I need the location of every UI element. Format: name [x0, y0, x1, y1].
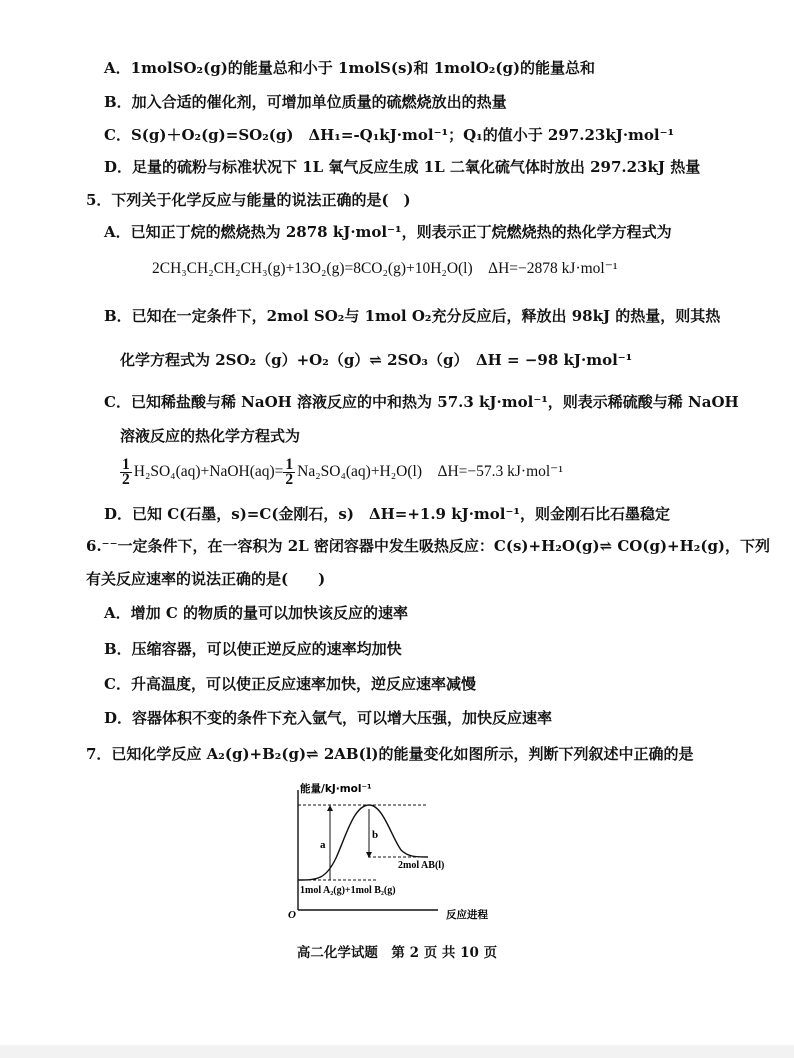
y-axis-label: 能量/kJ·mol⁻¹: [300, 783, 372, 795]
q6-stem-line2: 有关反应速率的说法正确的是( ): [86, 570, 326, 588]
fraction-half-2: $\frac{1}{2}$: [285, 455, 294, 488]
q5-stem: 5．下列关于化学反应与能量的说法正确的是( ): [86, 191, 411, 209]
eq-c-part2: Na₂SO₄(aq)+H₂O(l) ΔH=−57.3 kJ·mol⁻¹: [297, 463, 564, 480]
energy-diagram: [270, 776, 530, 926]
reactants-label: 1mol A₂(g)+1mol B₂(g): [300, 885, 396, 896]
scan-bottom-edge: [0, 1045, 794, 1058]
q5-option-c-line2: 溶液反应的热化学方程式为: [120, 427, 301, 445]
q4-option-b: B．加入合适的催化剂，可增加单位质量的硫燃烧放出的热量: [104, 93, 507, 111]
q6-option-d: D．容器体积不变的条件下充入氩气，可以增大压强，加快反应速率: [104, 709, 553, 727]
q6-option-c: C．升高温度，可以使正反应速率加快，逆反应速率减慢: [104, 675, 476, 693]
q4-option-c: C．S(g)＋O₂(g)=SO₂(g) ΔH₁=-Q₁kJ·mol⁻¹；Q₁的值小于 297.23kJ·mol⁻¹: [104, 126, 675, 144]
product-label: 2mol AB(l): [398, 860, 445, 871]
q5-option-d: D．已知 C(石墨，s)=C(金刚石，s) ΔH=+1.9 kJ·mol⁻¹，则金刚石比石墨稳定: [104, 505, 670, 523]
x-axis-label: 反应进程: [446, 909, 488, 921]
origin-label: O: [288, 909, 296, 921]
fraction-half-1: $\frac{1}{2}$: [122, 455, 130, 488]
q4-option-a: A．1molSO₂(g)的能量总和小于 1molS(s)和 1molO₂(g)的能量总和: [104, 59, 596, 77]
label-a: a: [320, 839, 326, 851]
eq-c-part1: H₂SO₄(aq)+NaOH(aq)=: [133, 463, 284, 480]
q5-equation-a: 2CH₃CH₂CH₂CH₃(g)+13O₂(g)=8CO₂(g)+10H₂O(l) ΔH=−2878 kJ·mol⁻¹: [152, 260, 618, 277]
q5-option-c-line1: C．已知稀盐酸与稀 NaOH 溶液反应的中和热为 57.3 kJ·mol⁻¹，则表示稀硫酸与稀 NaOH: [104, 393, 739, 411]
q5-option-b-line1: B．已知在一定条件下，2mol SO₂与 1mol O₂充分反应后，释放出 98kJ 的热量，则其热: [104, 307, 721, 325]
q6-stem-line1: 6.⁻⁻一定条件下，在一容积为 2L 密闭容器中发生吸热反应：C(s)+H₂O(g)⇌ CO(g)+H₂(g)，下列: [86, 537, 771, 555]
q6-option-a: A．增加 C 的物质的量可以加快该反应的速率: [104, 604, 409, 622]
q7-stem: 7．已知化学反应 A₂(g)+B₂(g)⇌ 2AB(l)的能量变化如图所示，判断下列叙述中正确的是: [86, 745, 694, 763]
q5-option-a: A．已知正丁烷的燃烧热为 2878 kJ·mol⁻¹，则表示正丁烷燃烧热的热化学方程式为: [104, 223, 672, 241]
q5-option-b-line2: 化学方程式为 2SO₂（g）+O₂（g）⇌ 2SO₃（g） ΔH = −98 kJ·mol⁻¹: [120, 351, 633, 369]
label-b: b: [372, 829, 379, 841]
q4-option-d: D．足量的硫粉与标准状况下 1L 氧气反应生成 1L 二氧化硫气体时放出 297.23kJ 热量: [104, 158, 701, 176]
q6-option-b: B．压缩容器，可以使正逆反应的速率均加快: [104, 640, 402, 658]
page-footer: 高二化学试题 第 2 页 共 10 页: [296, 945, 498, 961]
q5-equation-c: [120, 456, 563, 488]
